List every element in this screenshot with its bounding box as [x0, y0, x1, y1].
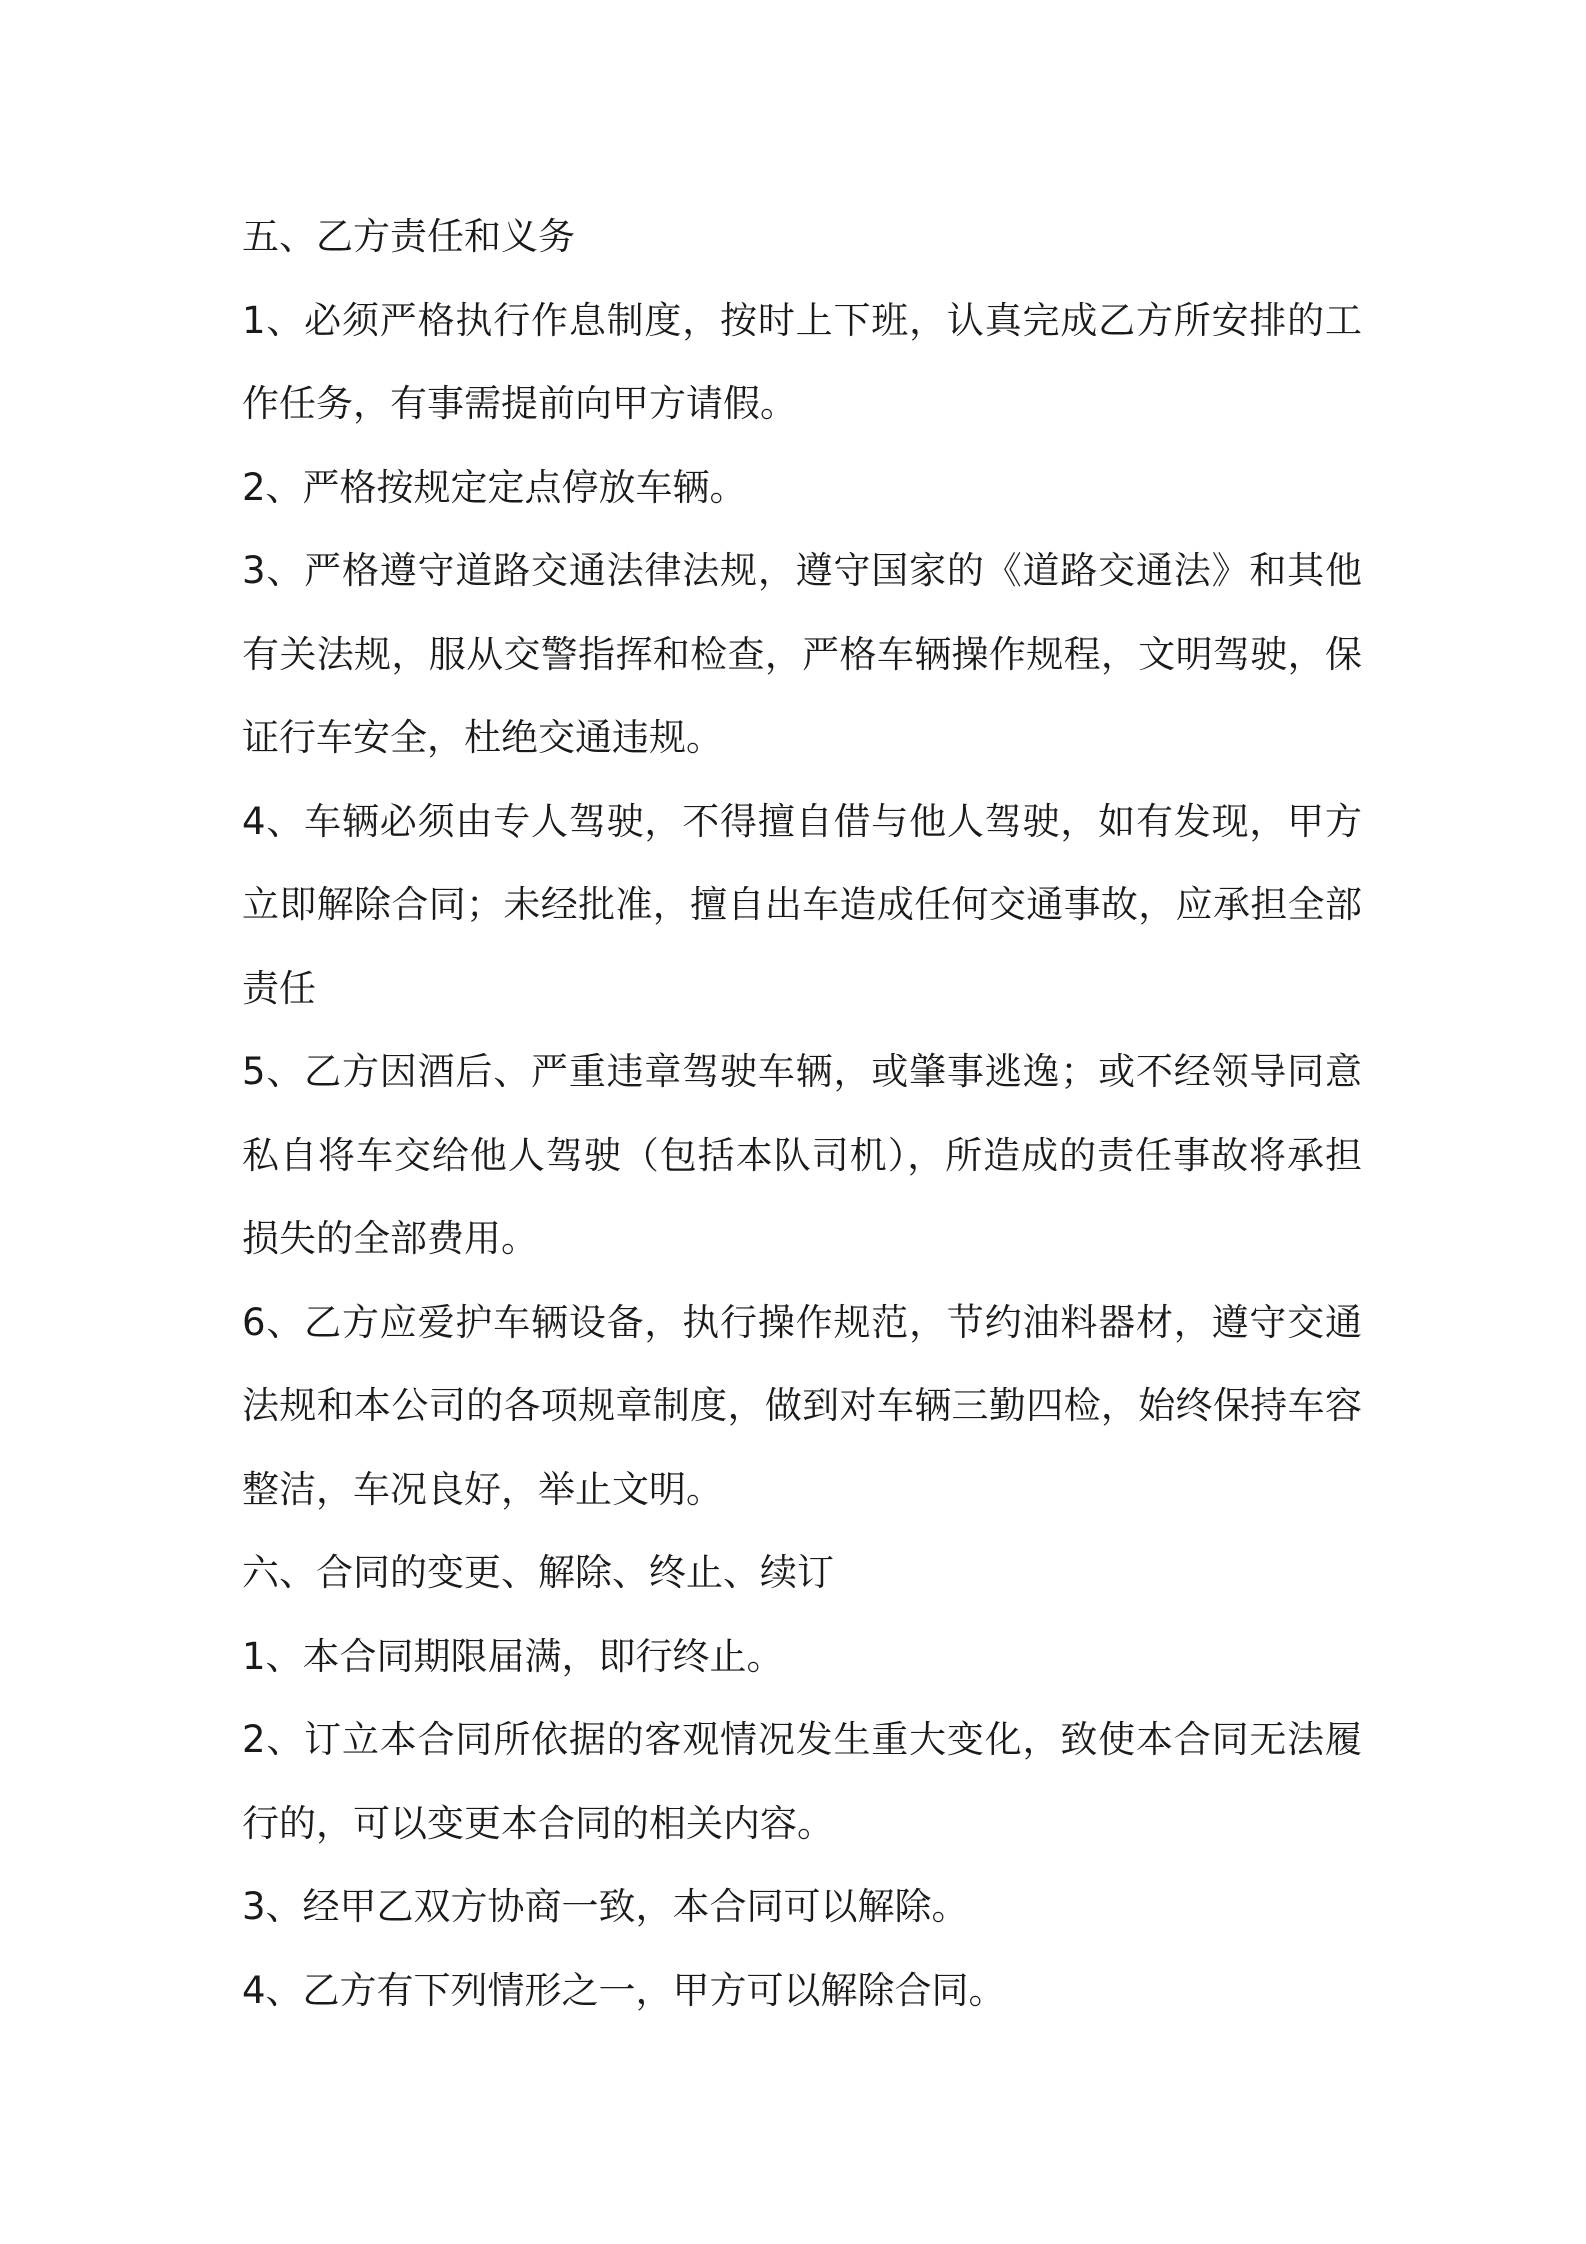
clause-6-3: 3、经甲乙双方协商一致，本合同可以解除。: [242, 1885, 969, 1928]
clause-6-2: 2、订立本合同所依据的客观情况发生重大变化，致使本合同无法履行的，可以变更本合同的相关内容。: [242, 1718, 1362, 1845]
section-heading-5: 五、乙方责任和义务: [242, 215, 575, 258]
section-heading-6: 六、合同的变更、解除、终止、续订: [242, 1551, 834, 1594]
clause-5-5: 5、乙方因酒后、严重违章驾驶车辆，或肇事逃逸；或不经领导同意私自将车交给他人驾驶（包括本队司机），所造成的责任事故将承担损失的全部费用。: [242, 1050, 1362, 1260]
clause-5-1: 1、必须严格执行作息制度，按时上下班，认真完成乙方所安排的工作任务，有事需提前向甲方请假。: [242, 298, 1362, 425]
document-body: [242, 195, 1362, 2032]
clause-5-2: 2、严格按规定定点停放车辆。: [242, 465, 747, 509]
clause-5-6: 6、乙方应爱护车辆设备，执行操作规范，节约油料器材，遵守交通法规和本公司的各项规章制度，做到对车辆三勤四检，始终保持车容整洁，车况良好，举止文明。: [242, 1300, 1362, 1511]
clause-5-4: 4、车辆必须由专人驾驶，不得擅自借与他人驾驶，如有发现，甲方立即解除合同；未经批准，擅自出车造成任何交通事故，应承担全部责任: [242, 799, 1362, 1010]
clause-6-1: 1、本合同期限届满，即行终止。: [242, 1634, 784, 1678]
clause-6-4: 4、乙方有下列情形之一，甲方可以解除合同。: [242, 1968, 1006, 2012]
clause-5-3: 3、严格遵守道路交通法律法规，遵守国家的《道路交通法》和其他有关法规，服从交警指挥和检查，严格车辆操作规程，文明驾驶，保证行车安全，杜绝交通违规。: [242, 549, 1362, 759]
